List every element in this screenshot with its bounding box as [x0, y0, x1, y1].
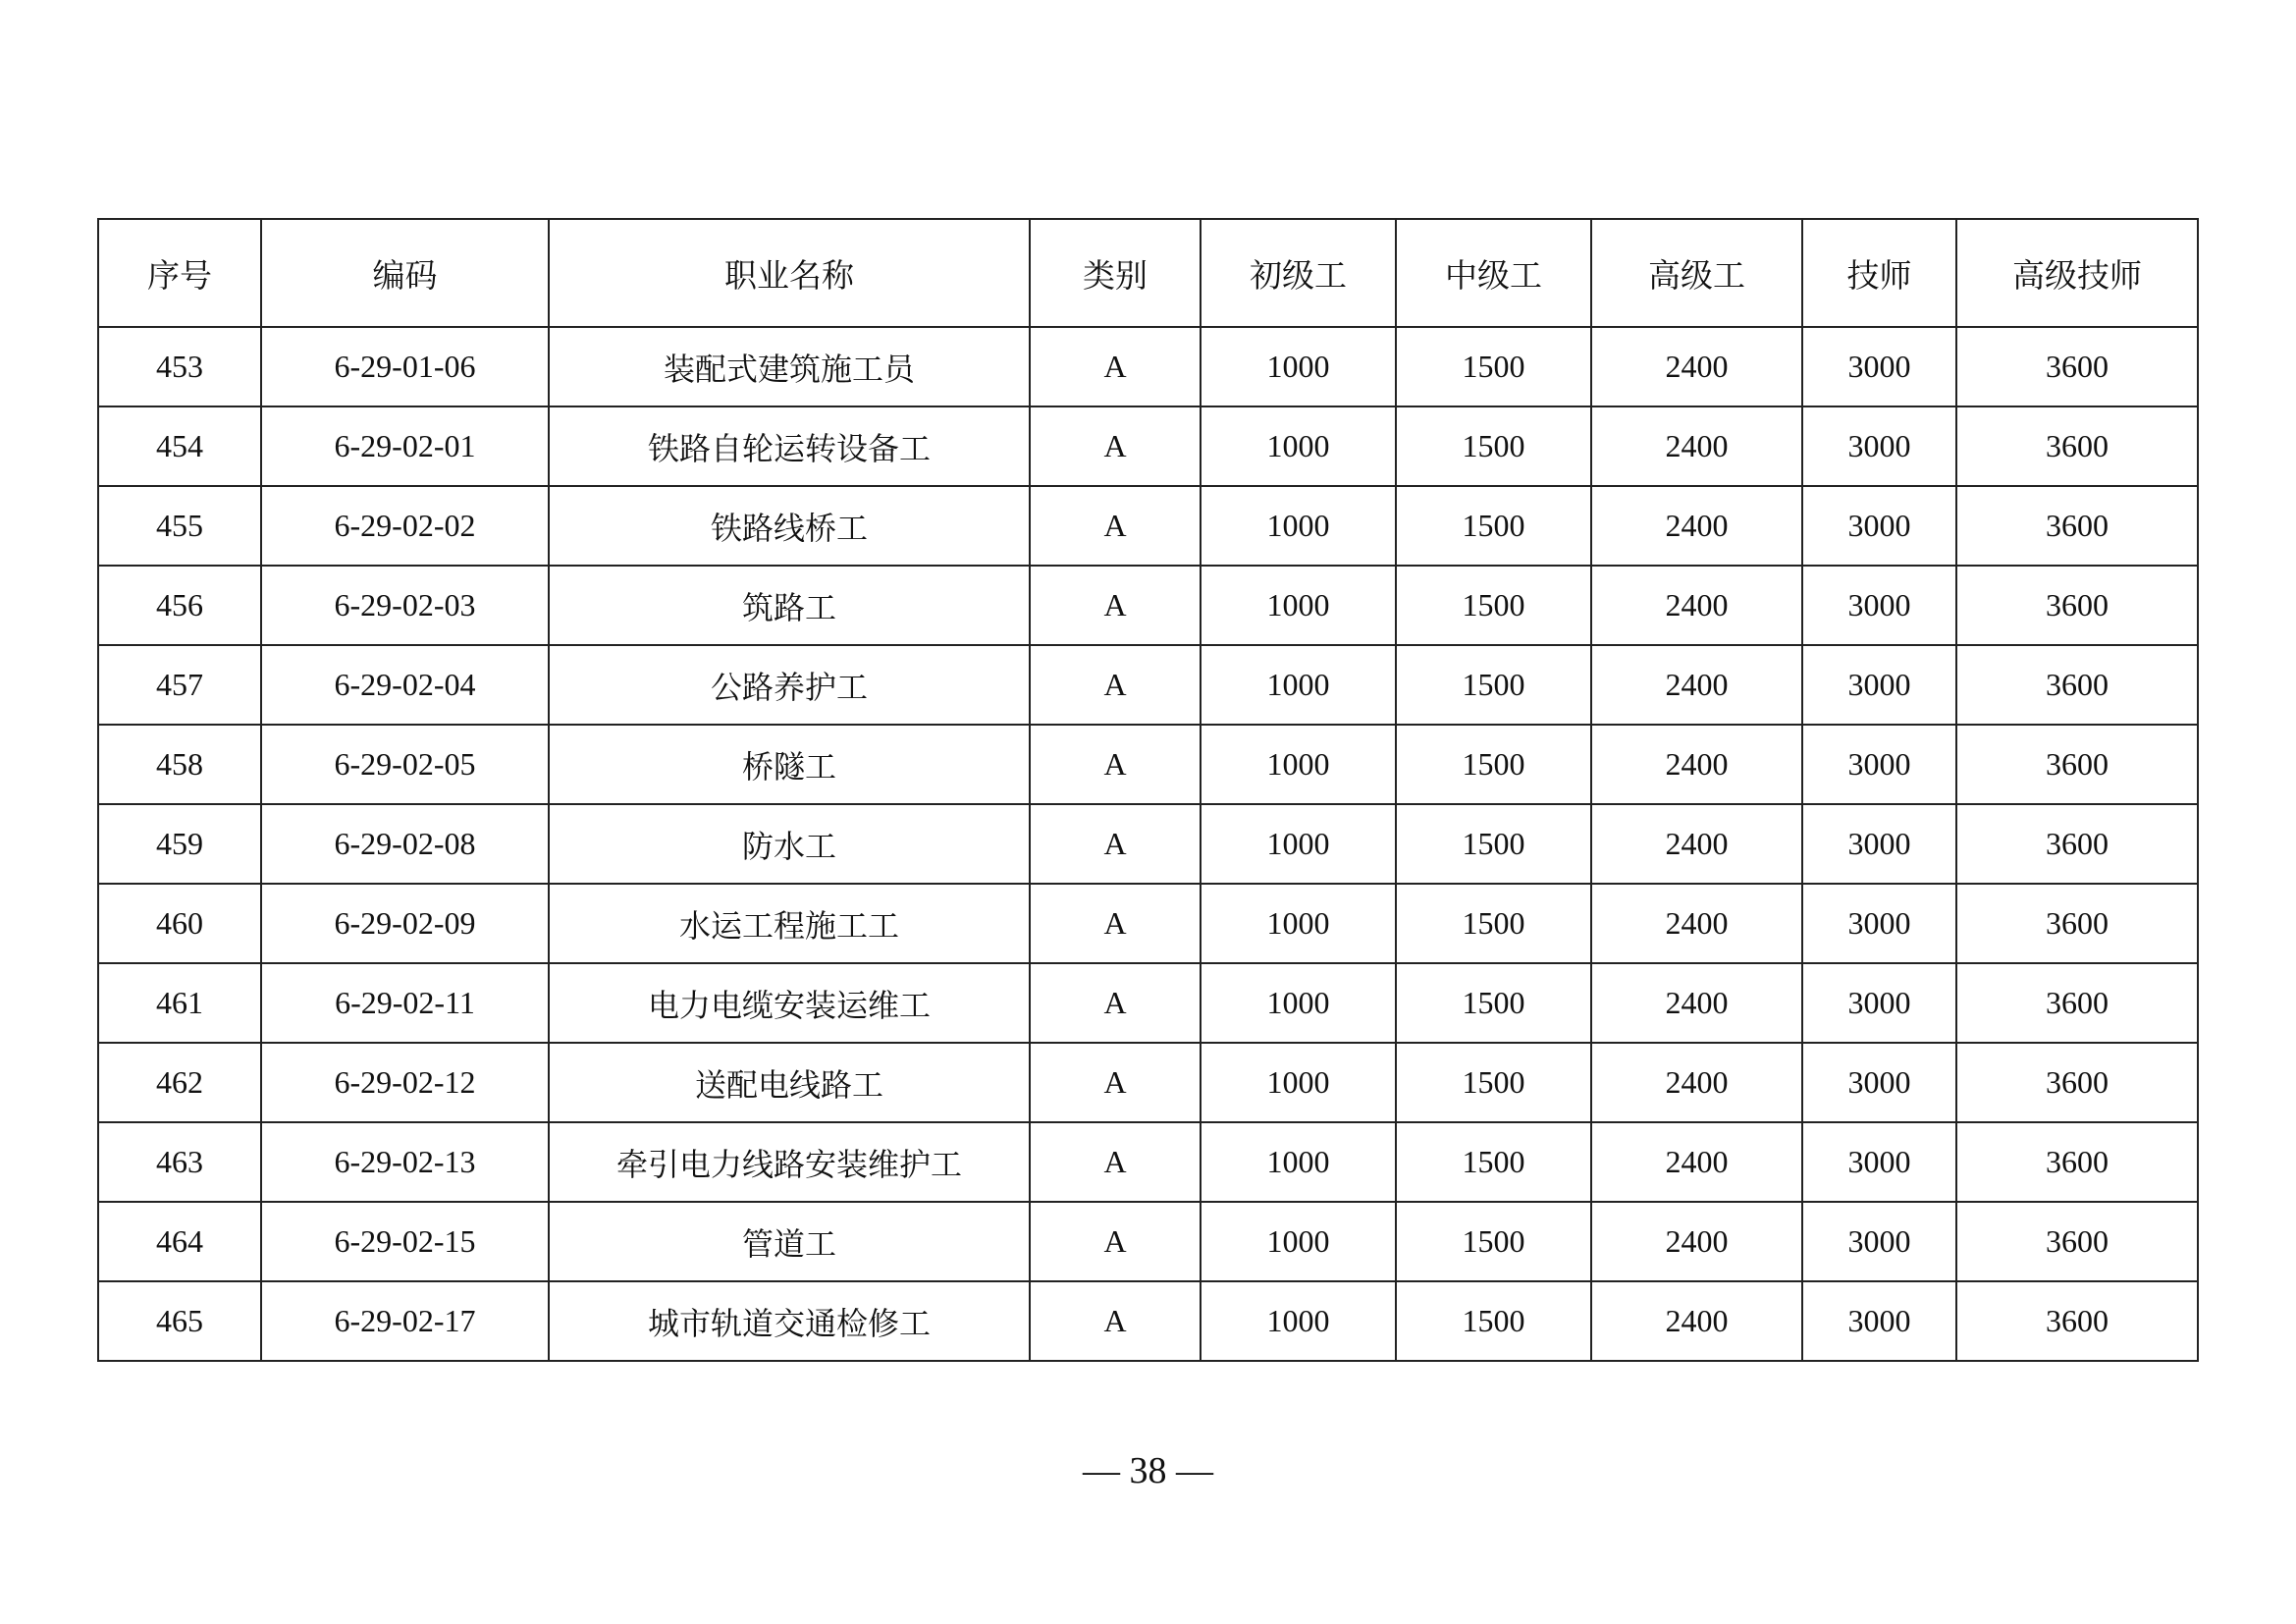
junior-worker-cell: 1000	[1201, 327, 1396, 406]
category-cell: A	[1030, 884, 1201, 963]
technician-cell: 3000	[1802, 327, 1956, 406]
senior-worker-cell: 2400	[1591, 645, 1802, 725]
senior-worker-cell: 2400	[1591, 566, 1802, 645]
senior-technician-cell: 3600	[1956, 1122, 2198, 1202]
header-occupation-name: 职业名称	[549, 219, 1030, 327]
code-cell: 6-29-02-04	[261, 645, 549, 725]
category-cell: A	[1030, 1202, 1201, 1281]
junior-worker-cell: 1000	[1201, 963, 1396, 1043]
code-cell: 6-29-02-12	[261, 1043, 549, 1122]
intermediate-worker-cell: 1500	[1396, 406, 1591, 486]
code-cell: 6-29-02-13	[261, 1122, 549, 1202]
senior-worker-cell: 2400	[1591, 1122, 1802, 1202]
junior-worker-cell: 1000	[1201, 566, 1396, 645]
junior-worker-cell: 1000	[1201, 804, 1396, 884]
occupation-name-cell: 铁路线桥工	[549, 486, 1030, 566]
serial-no-cell: 458	[98, 725, 261, 804]
technician-cell: 3000	[1802, 406, 1956, 486]
junior-worker-cell: 1000	[1201, 1202, 1396, 1281]
senior-technician-cell: 3600	[1956, 566, 2198, 645]
category-cell: A	[1030, 406, 1201, 486]
senior-technician-cell: 3600	[1956, 963, 2198, 1043]
senior-technician-cell: 3600	[1956, 1202, 2198, 1281]
senior-worker-cell: 2400	[1591, 725, 1802, 804]
category-cell: A	[1030, 725, 1201, 804]
occupation-table	[97, 218, 2199, 1362]
table-row	[98, 486, 2198, 566]
senior-technician-cell: 3600	[1956, 1043, 2198, 1122]
header-code: 编码	[261, 219, 549, 327]
header-serial-no: 序号	[98, 219, 261, 327]
category-cell: A	[1030, 566, 1201, 645]
table-row	[98, 804, 2198, 884]
technician-cell: 3000	[1802, 963, 1956, 1043]
code-cell: 6-29-02-15	[261, 1202, 549, 1281]
intermediate-worker-cell: 1500	[1396, 1202, 1591, 1281]
senior-worker-cell: 2400	[1591, 1043, 1802, 1122]
header-intermediate-worker: 中级工	[1396, 219, 1591, 327]
code-cell: 6-29-02-17	[261, 1281, 549, 1361]
code-cell: 6-29-01-06	[261, 327, 549, 406]
senior-worker-cell: 2400	[1591, 486, 1802, 566]
serial-no-cell: 454	[98, 406, 261, 486]
junior-worker-cell: 1000	[1201, 406, 1396, 486]
code-cell: 6-29-02-03	[261, 566, 549, 645]
senior-worker-cell: 2400	[1591, 963, 1802, 1043]
table-row	[98, 725, 2198, 804]
occupation-name-cell: 筑路工	[549, 566, 1030, 645]
header-senior-technician: 高级技师	[1956, 219, 2198, 327]
code-cell: 6-29-02-08	[261, 804, 549, 884]
senior-technician-cell: 3600	[1956, 1281, 2198, 1361]
serial-no-cell: 460	[98, 884, 261, 963]
table-row	[98, 884, 2198, 963]
occupation-name-cell: 电力电缆安装运维工	[549, 963, 1030, 1043]
senior-worker-cell: 2400	[1591, 1281, 1802, 1361]
code-cell: 6-29-02-11	[261, 963, 549, 1043]
occupation-name-cell: 送配电线路工	[549, 1043, 1030, 1122]
occupation-name-cell: 铁路自轮运转设备工	[549, 406, 1030, 486]
intermediate-worker-cell: 1500	[1396, 1122, 1591, 1202]
serial-no-cell: 464	[98, 1202, 261, 1281]
technician-cell: 3000	[1802, 1122, 1956, 1202]
category-cell: A	[1030, 486, 1201, 566]
occupation-name-cell: 牵引电力线路安装维护工	[549, 1122, 1030, 1202]
senior-technician-cell: 3600	[1956, 645, 2198, 725]
occupation-name-cell: 水运工程施工工	[549, 884, 1030, 963]
intermediate-worker-cell: 1500	[1396, 1281, 1591, 1361]
senior-technician-cell: 3600	[1956, 327, 2198, 406]
technician-cell: 3000	[1802, 804, 1956, 884]
technician-cell: 3000	[1802, 486, 1956, 566]
senior-technician-cell: 3600	[1956, 804, 2198, 884]
senior-worker-cell: 2400	[1591, 327, 1802, 406]
junior-worker-cell: 1000	[1201, 1122, 1396, 1202]
occupation-name-cell: 公路养护工	[549, 645, 1030, 725]
occupation-name-cell: 装配式建筑施工员	[549, 327, 1030, 406]
table-row	[98, 1043, 2198, 1122]
occupation-name-cell: 管道工	[549, 1202, 1030, 1281]
serial-no-cell: 459	[98, 804, 261, 884]
table-row	[98, 645, 2198, 725]
intermediate-worker-cell: 1500	[1396, 804, 1591, 884]
senior-worker-cell: 2400	[1591, 1202, 1802, 1281]
junior-worker-cell: 1000	[1201, 1043, 1396, 1122]
intermediate-worker-cell: 1500	[1396, 884, 1591, 963]
occupation-name-cell: 防水工	[549, 804, 1030, 884]
code-cell: 6-29-02-05	[261, 725, 549, 804]
intermediate-worker-cell: 1500	[1396, 1043, 1591, 1122]
senior-technician-cell: 3600	[1956, 406, 2198, 486]
code-cell: 6-29-02-09	[261, 884, 549, 963]
technician-cell: 3000	[1802, 645, 1956, 725]
header-junior-worker: 初级工	[1201, 219, 1396, 327]
serial-no-cell: 456	[98, 566, 261, 645]
junior-worker-cell: 1000	[1201, 725, 1396, 804]
category-cell: A	[1030, 1281, 1201, 1361]
table-row	[98, 327, 2198, 406]
intermediate-worker-cell: 1500	[1396, 963, 1591, 1043]
table-row	[98, 406, 2198, 486]
table-row	[98, 1281, 2198, 1361]
senior-worker-cell: 2400	[1591, 804, 1802, 884]
category-cell: A	[1030, 1043, 1201, 1122]
serial-no-cell: 462	[98, 1043, 261, 1122]
category-cell: A	[1030, 963, 1201, 1043]
senior-technician-cell: 3600	[1956, 884, 2198, 963]
senior-technician-cell: 3600	[1956, 486, 2198, 566]
technician-cell: 3000	[1802, 725, 1956, 804]
occupation-name-cell: 桥隧工	[549, 725, 1030, 804]
serial-no-cell: 453	[98, 327, 261, 406]
junior-worker-cell: 1000	[1201, 1281, 1396, 1361]
senior-technician-cell: 3600	[1956, 725, 2198, 804]
senior-worker-cell: 2400	[1591, 406, 1802, 486]
intermediate-worker-cell: 1500	[1396, 486, 1591, 566]
occupation-name-cell: 城市轨道交通检修工	[549, 1281, 1030, 1361]
category-cell: A	[1030, 804, 1201, 884]
table-row	[98, 566, 2198, 645]
serial-no-cell: 457	[98, 645, 261, 725]
table-header-row	[98, 219, 2198, 327]
category-cell: A	[1030, 327, 1201, 406]
page-number: — 38 —	[1083, 1450, 1213, 1491]
category-cell: A	[1030, 1122, 1201, 1202]
technician-cell: 3000	[1802, 566, 1956, 645]
technician-cell: 3000	[1802, 1281, 1956, 1361]
intermediate-worker-cell: 1500	[1396, 725, 1591, 804]
code-cell: 6-29-02-01	[261, 406, 549, 486]
junior-worker-cell: 1000	[1201, 884, 1396, 963]
intermediate-worker-cell: 1500	[1396, 327, 1591, 406]
technician-cell: 3000	[1802, 884, 1956, 963]
technician-cell: 3000	[1802, 1202, 1956, 1281]
junior-worker-cell: 1000	[1201, 486, 1396, 566]
code-cell: 6-29-02-02	[261, 486, 549, 566]
table-row	[98, 963, 2198, 1043]
serial-no-cell: 463	[98, 1122, 261, 1202]
category-cell: A	[1030, 645, 1201, 725]
table-row	[98, 1202, 2198, 1281]
table-body	[98, 327, 2198, 1361]
header-senior-worker: 高级工	[1591, 219, 1802, 327]
serial-no-cell: 455	[98, 486, 261, 566]
technician-cell: 3000	[1802, 1043, 1956, 1122]
header-technician: 技师	[1802, 219, 1956, 327]
intermediate-worker-cell: 1500	[1396, 566, 1591, 645]
intermediate-worker-cell: 1500	[1396, 645, 1591, 725]
junior-worker-cell: 1000	[1201, 645, 1396, 725]
serial-no-cell: 461	[98, 963, 261, 1043]
header-category: 类别	[1030, 219, 1201, 327]
table-row	[98, 1122, 2198, 1202]
serial-no-cell: 465	[98, 1281, 261, 1361]
senior-worker-cell: 2400	[1591, 884, 1802, 963]
